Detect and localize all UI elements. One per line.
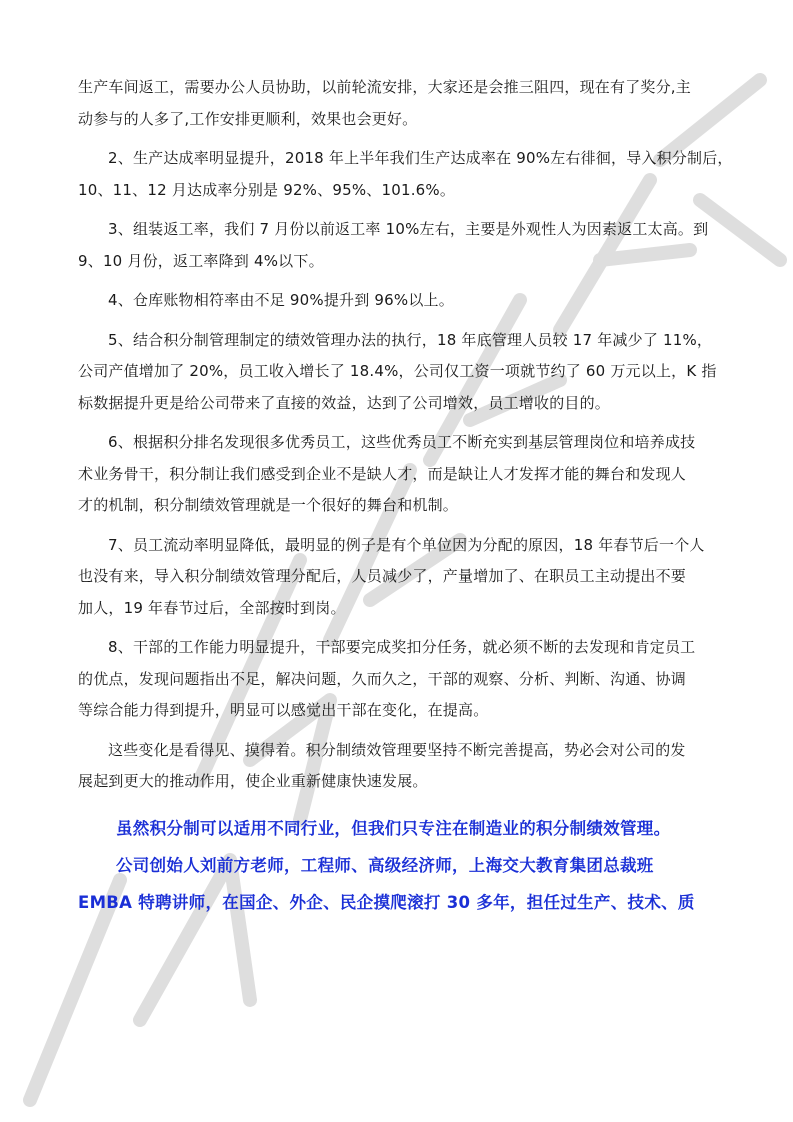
paragraph-item-7 — [78, 530, 720, 625]
paragraph-item-4 — [78, 285, 720, 317]
text-line: 的优点，发现问题指出不足，解决问题，久而久之，干部的观察、分析、判断、沟通、协调 — [78, 669, 687, 688]
paragraph-intro — [78, 72, 720, 135]
text-line: 展起到更大的推动作用，使企业重新健康快速发展。 — [78, 772, 428, 790]
paragraph-item-6 — [78, 427, 720, 522]
paragraph-conclusion — [78, 735, 720, 798]
text-line: 才的机制，积分制绩效管理就是一个很好的舞台和机制。 — [78, 496, 459, 514]
highlight-line: 虽然积分制可以适用不同行业，但我们只专注在制造业的积分制绩效管理。 — [116, 818, 671, 838]
text-line: 也没有来，导入积分制绩效管理分配后，人员减少了，产量增加了、在职员工主动提出不要 — [78, 567, 687, 585]
text-line: 等综合能力得到提升，明显可以感觉出干部在变化，在提高。 — [78, 701, 489, 719]
paragraph-item-2 — [78, 143, 733, 206]
highlight-line: EMBA 特聘讲师，在国企、外企、民企摸爬滚打 30 多年，担任过生产、技术、质 — [78, 892, 695, 912]
text-line: 术业务骨干，积分制让我们感受到企业不是缺人才，而是缺让人才发挥才能的舞台和发现人 — [78, 464, 687, 483]
highlight-line: 公司创始人刘前方老师，工程师、高级经济师，上海交大教育集团总裁班 — [116, 855, 654, 875]
highlight-paragraph — [78, 810, 720, 921]
text-line: 6、根据积分排名发现很多优秀员工，这些优秀员工不断充实到基层管理岗位和培养成技 — [108, 433, 696, 451]
text-line: 这些变化是看得见、摸得着。积分制绩效管理要坚持不断完善提高，势必会对公司的发 — [108, 740, 686, 759]
text-line: 公司产值增加了 20%，员工收入增长了 18.4%，公司仅工资一项就节约了 60 万元以上，K 指 — [78, 362, 717, 380]
text-line: 7、员工流动率明显降低，最明显的例子是有个单位因为分配的原因，18 年春节后一个人 — [108, 535, 705, 554]
text-line: 2、生产达成率明显提升，2018 年上半年我们生产达成率在 90%左右徘徊，导入积分制后， — [108, 149, 733, 167]
text-line: 9、10 月份，返工率降到 4%以下。 — [78, 251, 324, 270]
text-line: 8、干部的工作能力明显提升，干部要完成奖扣分任务，就必须不断的去发现和肯定员工 — [108, 638, 696, 656]
text-line: 4、仓库账物相符率由不足 90%提升到 96%以上。 — [108, 291, 454, 309]
text-line: 5、结合积分制管理制定的绩效管理办法的执行，18 年底管理人员较 17 年减少了 11%， — [108, 330, 713, 349]
document-body — [78, 72, 733, 921]
paragraph-item-8 — [78, 632, 720, 727]
paragraph-item-5 — [78, 325, 720, 420]
text-line: 3、组装返工率，我们 7 月份以前返工率 10%左右，主要是外观性人为因素返工太高。到 — [108, 220, 709, 238]
text-line: 动参与的人多了,工作安排更顺利，效果也会更好。 — [78, 109, 418, 128]
text-line: 10、11、12 月达成率分别是 92%、95%、101.6%。 — [78, 180, 456, 199]
text-line: 加人，19 年春节过后，全部按时到岗。 — [78, 598, 346, 617]
paragraph-item-3 — [78, 214, 720, 277]
text-line: 生产车间返工，需要办公人员协助，以前轮流安排，大家还是会推三阻四，现在有了奖分,主 — [78, 78, 691, 96]
text-line: 标数据提升更是给公司带来了直接的效益，达到了公司增效，员工增收的目的。 — [78, 393, 611, 412]
